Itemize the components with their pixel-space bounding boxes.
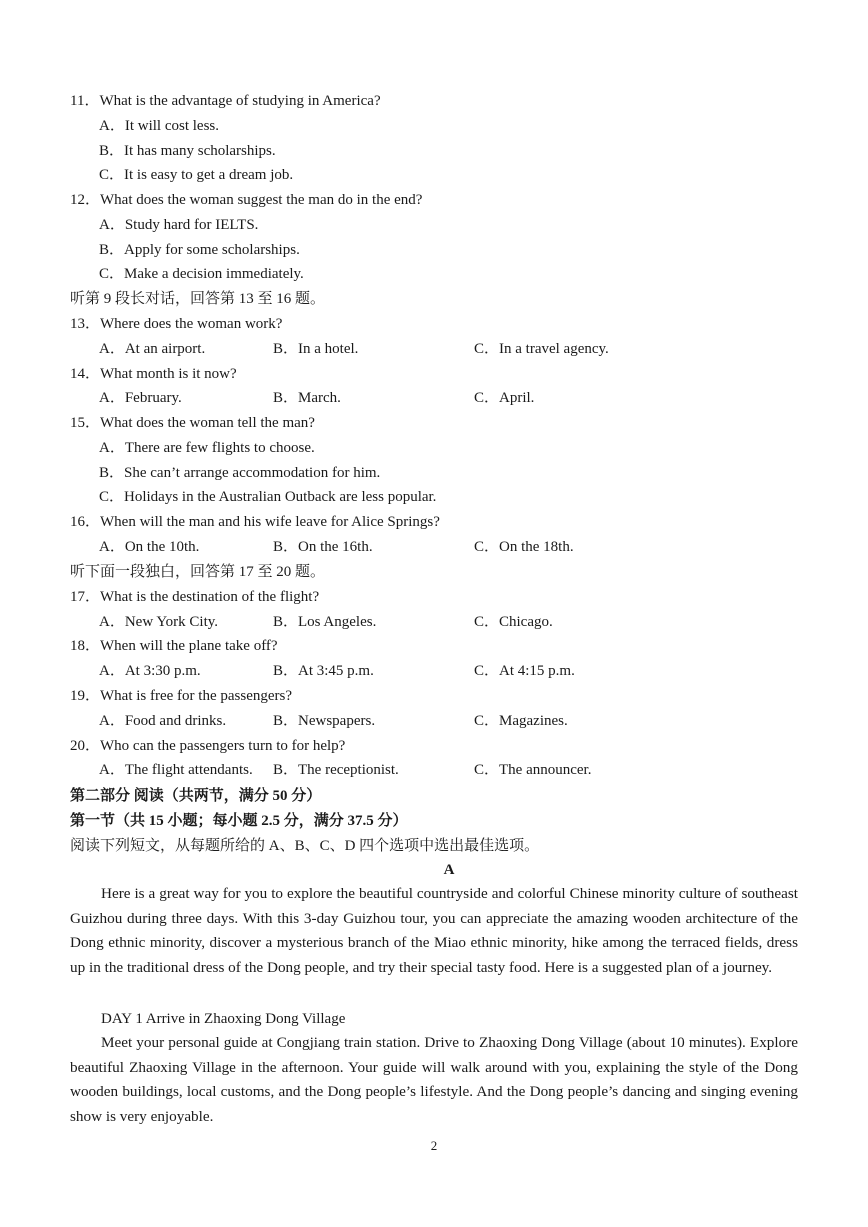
question-15-stem: 15．What does the woman tell the man?: [70, 415, 315, 431]
question-12-stem: 12．What does the woman suggest the man do in the end?: [70, 192, 423, 208]
monologue-intro: 听下面一段独白，回答第 17 至 20 题。: [70, 564, 326, 580]
question-18-option-a: A．At 3:30 p.m.: [99, 663, 201, 679]
section-9-intro: 听第 9 段长对话，回答第 13 至 16 题。: [70, 291, 326, 307]
question-13-option-a: A．At an airport.: [99, 341, 206, 357]
question-16-stem: 16．When will the man and his wife leave for Alice Springs?: [70, 514, 440, 530]
question-18-option-b: B．At 3:45 p.m.: [273, 663, 374, 679]
question-11-option-b: B．It has many scholarships.: [99, 143, 276, 159]
question-18-stem: 18．When will the plane take off?: [70, 638, 278, 654]
day-1-heading: DAY 1 Arrive in Zhaoxing Dong Village: [101, 1011, 346, 1027]
question-20-option-c: C．The announcer.: [474, 762, 592, 778]
question-11-option-a: A．It will cost less.: [99, 118, 219, 134]
question-16-option-b: B．On the 16th.: [273, 539, 373, 555]
section-1-title: 第一节（共 15 小题；每小题 2.5 分，满分 37.5 分）: [70, 813, 408, 829]
question-17-option-c: C．Chicago.: [474, 614, 553, 630]
question-15-option-a: A．There are few flights to choose.: [99, 440, 315, 456]
question-16-option-a: A．On the 10th.: [99, 539, 200, 555]
passage-paragraph-2: Meet your personal guide at Congjiang train station. Drive to Zhaoxing Dong Village (about 10 minutes). Explore beautiful Zhaoxing Village in the afternoon. Your guide will walk around with you, explaining the style of the Dong wooden buildings, local customs, and the Dong people’s lifestyle. And the Dong people’s dancing and singing evening show is very enjoyable.: [70, 1034, 798, 1126]
question-20-stem: 20．Who can the passengers turn to for help?: [70, 738, 346, 754]
question-15-option-b: B．She can’t arrange accommodation for him.: [99, 465, 381, 481]
question-13-option-c: C．In a travel agency.: [474, 341, 609, 357]
question-13-option-b: B．In a hotel.: [273, 341, 359, 357]
question-17-option-b: B．Los Angeles.: [273, 614, 377, 630]
question-16-option-c: C．On the 18th.: [474, 539, 574, 555]
question-19-stem: 19．What is free for the passengers?: [70, 688, 292, 704]
question-19-option-a: A．Food and drinks.: [99, 713, 227, 729]
question-14-option-b: B．March.: [273, 390, 341, 406]
page-number: 2: [430, 1138, 438, 1153]
question-14-stem: 14．What month is it now?: [70, 366, 237, 382]
question-14-option-a: A．February.: [99, 390, 182, 406]
question-11-option-c: C．It is easy to get a dream job.: [99, 167, 294, 183]
question-11-stem: 11．What is the advantage of studying in America?: [70, 93, 381, 109]
part-2-title: 第二部分 阅读（共两节，满分 50 分）: [70, 788, 322, 804]
question-13-stem: 13．Where does the woman work?: [70, 316, 283, 332]
passage-label: A: [443, 862, 455, 878]
question-12-option-a: A．Study hard for IELTS.: [99, 217, 259, 233]
question-20-option-b: B．The receptionist.: [273, 762, 399, 778]
question-12-option-b: B．Apply for some scholarships.: [99, 242, 300, 258]
question-20-option-a: A．The flight attendants.: [99, 762, 253, 778]
reading-instruction: 阅读下列短文，从每题所给的 A、B、C、D 四个选项中选出最佳选项。: [70, 838, 540, 854]
question-17-option-a: A．New York City.: [99, 614, 219, 630]
question-14-option-c: C．April.: [474, 390, 535, 406]
question-19-option-b: B．Newspapers.: [273, 713, 376, 729]
passage-paragraph-1: Here is a great way for you to explore the beautiful countryside and colorful Chinese minority culture of southeast Guizhou during three days. With this 3-day Guizhou tour, you can appreciate the amazing wooden architecture of the Dong ethnic minority, discover a mysterious branch of the Miao ethnic minority, hike among the terraced fields, dress up in the traditional dress of the Dong people, and try their special tasty food. Here is a suggested plan of a journey.: [70, 885, 798, 977]
question-19-option-c: C．Magazines.: [474, 713, 568, 729]
question-12-option-c: C．Make a decision immediately.: [99, 266, 304, 282]
question-18-option-c: C．At 4:15 p.m.: [474, 663, 575, 679]
question-15-option-c: C．Holidays in the Australian Outback are less popular.: [99, 489, 437, 505]
question-17-stem: 17．What is the destination of the flight?: [70, 589, 320, 605]
